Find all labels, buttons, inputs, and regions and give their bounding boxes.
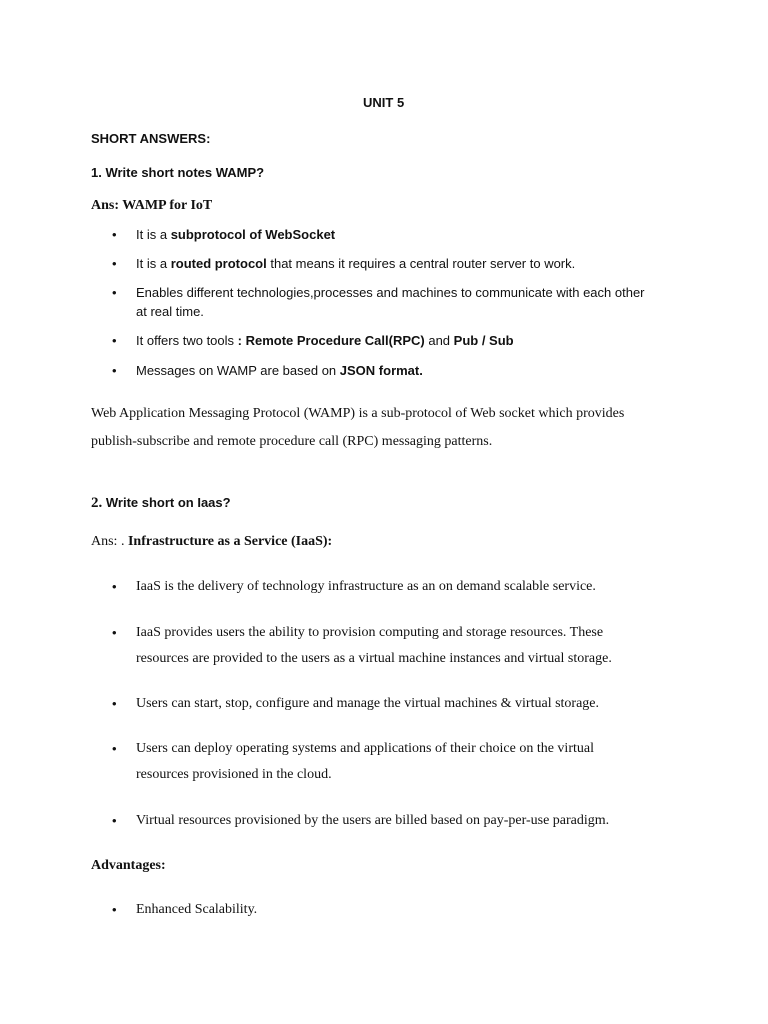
bullet-glyph: • xyxy=(112,741,117,756)
advantages-heading: Advantages: xyxy=(91,858,166,873)
answer-prefix: Ans: . xyxy=(91,534,128,549)
paragraph-line: Web Application Messaging Protocol (WAMP) is a sub-protocol of Web socket which provides xyxy=(91,406,625,421)
bullet-glyph: • xyxy=(112,227,117,242)
list-item xyxy=(136,363,423,378)
question-text: Write short on Iaas? xyxy=(102,495,231,510)
page-title: UNIT 5 xyxy=(363,95,405,110)
advantage-item: Enhanced Scalability. xyxy=(136,902,258,917)
bullet-text: It is a xyxy=(136,227,171,242)
bullet-bold-text: JSON format. xyxy=(339,363,423,378)
question-number: 2. xyxy=(91,495,103,511)
list-item xyxy=(136,227,335,242)
bullet-glyph: • xyxy=(112,696,117,711)
bullet-text: and xyxy=(424,333,454,348)
bullet-glyph: • xyxy=(112,902,117,917)
list-item-continuation: resources provisioned in the cloud. xyxy=(136,767,332,782)
bullet-glyph: • xyxy=(112,256,117,271)
list-item xyxy=(136,256,575,271)
bullet-bold-text: routed protocol xyxy=(170,256,267,271)
bullet-text: Messages on WAMP are based on xyxy=(136,363,340,378)
list-item-continuation: at real time. xyxy=(136,304,204,319)
list-item: Users can deploy operating systems and applications of their choice on the virtual xyxy=(136,741,594,756)
question-2 xyxy=(91,494,231,512)
bullet-glyph: • xyxy=(112,625,117,640)
answer-title: Infrastructure as a Service (IaaS): xyxy=(127,534,333,549)
list-item: IaaS provides users the ability to provision computing and storage resources. These xyxy=(136,625,604,640)
bullet-glyph: • xyxy=(112,813,117,828)
bullet-text: It is a xyxy=(136,256,171,271)
list-item: Virtual resources provisioned by the users are billed based on pay-per-use paradigm. xyxy=(136,813,610,828)
bullet-glyph: • xyxy=(112,579,117,594)
bullet-glyph: • xyxy=(112,363,117,378)
section-heading: SHORT ANSWERS: xyxy=(91,131,211,146)
answer-title: WAMP for IoT xyxy=(122,198,213,213)
bullet-bold-text: : Remote Procedure Call(RPC) xyxy=(237,333,425,348)
bullet-bold-text: Pub / Sub xyxy=(453,333,514,348)
question-1: 1. Write short notes WAMP? xyxy=(91,165,265,180)
list-item: Enables different technologies,processes and machines to communicate with each other xyxy=(136,285,645,300)
bullet-bold-text: subprotocol of WebSocket xyxy=(170,227,336,242)
bullet-glyph: • xyxy=(112,285,117,300)
answer-2-heading xyxy=(91,534,332,550)
list-item xyxy=(136,333,514,348)
list-item-continuation: resources are provided to the users as a virtual machine instances and virtual storage. xyxy=(136,651,612,666)
bullet-text: It offers two tools xyxy=(136,333,238,348)
paragraph-line: publish-subscribe and remote procedure call (RPC) messaging patterns. xyxy=(91,434,493,449)
answer-prefix: Ans: xyxy=(91,198,123,213)
list-item: IaaS is the delivery of technology infrastructure as an on demand scalable service. xyxy=(136,579,596,594)
list-item: Users can start, stop, configure and manage the virtual machines & virtual storage. xyxy=(136,696,600,711)
bullet-glyph: • xyxy=(112,333,117,348)
answer-1-heading xyxy=(91,198,212,214)
bullet-text: that means it requires a central router server to work. xyxy=(266,256,576,271)
